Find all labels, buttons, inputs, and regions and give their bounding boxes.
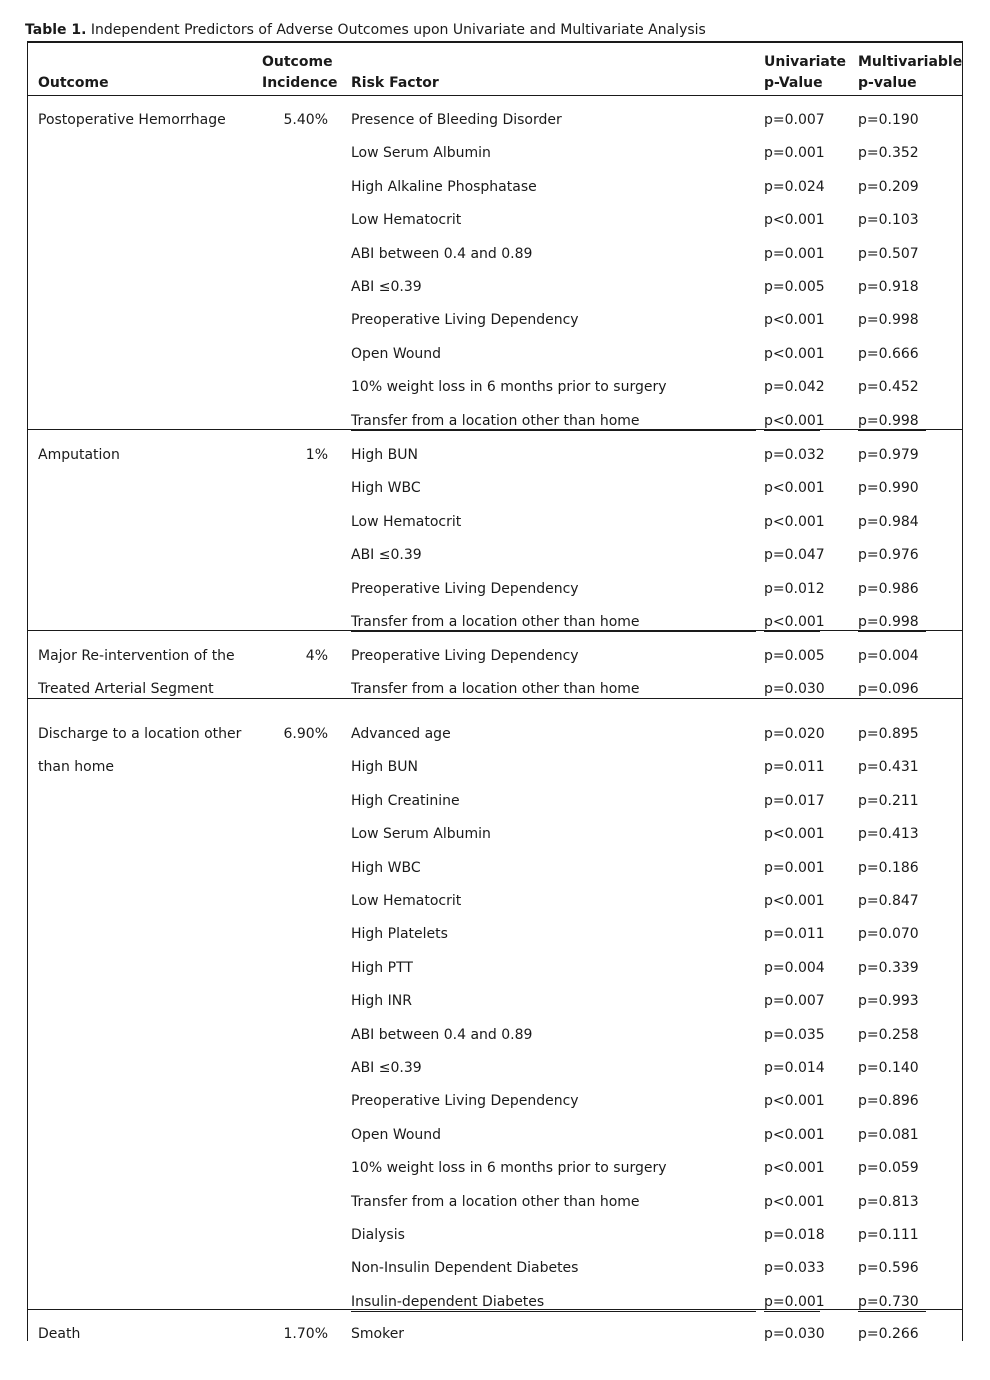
risk-factor-cell: Low Hematocrit	[351, 513, 462, 530]
outcome-incidence: 5.40%	[283, 112, 328, 128]
univariate-p-cell: p=0.005	[764, 279, 825, 295]
multivariable-p-cell: p=0.004	[858, 648, 919, 664]
multivariable-p-cell: p=0.993	[858, 993, 919, 1010]
risk-factor-cell: Dialysis	[351, 1227, 405, 1243]
risk-factor-cell: High WBC	[351, 859, 421, 876]
risk-factor-cell: Non-Insulin Dependent Diabetes	[351, 1260, 579, 1277]
header-multivariable-top: Multivariable	[858, 54, 963, 70]
univariate-p-cell: p<0.001	[764, 412, 825, 429]
univariate-p-cell: p=0.004	[764, 959, 825, 976]
risk-factor-cell: ABI between 0.4 and 0.89	[351, 245, 533, 262]
multivariable-p-cell: p=0.413	[858, 826, 919, 843]
multivariable-p-cell: p=0.258	[858, 1026, 919, 1043]
multivariable-p-cell: p=0.986	[858, 580, 919, 597]
risk-factor-cell: High Creatinine	[351, 792, 460, 809]
table-caption-label: Table 1.	[25, 22, 87, 38]
multivariable-p-cell: p=0.059	[858, 1160, 919, 1177]
univariate-p-cell: p=0.017	[764, 792, 825, 809]
header-incidence-top: Outcome	[262, 54, 333, 70]
header-outcome: Outcome	[38, 75, 109, 91]
univariate-p-cell: p=0.024	[764, 178, 825, 195]
univariate-p-cell: p=0.001	[764, 859, 825, 876]
univariate-p-cell: p=0.001	[764, 245, 825, 262]
risk-factor-cell: Low Serum Albumin	[351, 145, 491, 162]
outcome-label: Treated Arterial Segment	[38, 681, 214, 698]
multivariable-p-cell: p=0.111	[858, 1227, 919, 1243]
multivariable-p-cell: p=0.211	[858, 792, 919, 809]
risk-factor-cell: Open Wound	[351, 345, 442, 362]
multivariable-p-cell: p=0.979	[858, 447, 919, 463]
multivariable-p-cell: p=0.847	[858, 893, 919, 909]
multivariable-p-cell: p=0.339	[858, 959, 919, 976]
multivariable-p-cell: p=0.209	[858, 178, 919, 195]
univariate-p-cell: p<0.001	[764, 1193, 825, 1210]
risk-factor-cell: 10% weight loss in 6 months prior to surgery	[351, 1160, 667, 1177]
header-risk-factor: Risk Factor	[351, 75, 439, 91]
risk-factor-cell: High BUN	[351, 447, 418, 463]
risk-factor-cell: Transfer from a location other than home	[351, 681, 640, 698]
outcome-label: Death	[38, 1326, 81, 1342]
group-last-row-underline	[351, 631, 756, 632]
group-last-row-underline	[858, 631, 926, 632]
multivariable-p-cell: p=0.896	[858, 1093, 919, 1110]
risk-factor-cell: High PTT	[351, 959, 413, 976]
univariate-p-cell: p=0.047	[764, 547, 825, 564]
univariate-p-cell: p<0.001	[764, 614, 825, 630]
header-incidence-bottom: Incidence	[262, 75, 338, 91]
multivariable-p-cell: p=0.190	[858, 112, 919, 128]
multivariable-p-cell: p=0.070	[858, 926, 919, 943]
univariate-p-cell: p=0.001	[764, 1293, 825, 1310]
risk-factor-cell: High INR	[351, 993, 412, 1010]
univariate-p-cell: p<0.001	[764, 1126, 825, 1143]
risk-factor-cell: Open Wound	[351, 1126, 442, 1143]
univariate-p-cell: p<0.001	[764, 1160, 825, 1177]
risk-factor-cell: Preoperative Living Dependency	[351, 648, 579, 664]
outcome-incidence: 1.70%	[283, 1326, 328, 1342]
univariate-p-cell: p<0.001	[764, 826, 825, 843]
univariate-p-cell: p=0.005	[764, 648, 825, 664]
multivariable-p-cell: p=0.666	[858, 345, 919, 362]
group-last-row-underline	[351, 1311, 756, 1312]
group-separator	[28, 429, 962, 430]
univariate-p-cell: p=0.032	[764, 447, 825, 463]
univariate-p-cell: p=0.001	[764, 145, 825, 162]
univariate-p-cell: p<0.001	[764, 345, 825, 362]
table-caption	[25, 20, 965, 40]
univariate-p-cell: p=0.033	[764, 1260, 825, 1277]
header-univariate-top: Univariate	[764, 54, 847, 70]
risk-factor-cell: Transfer from a location other than home	[351, 412, 640, 429]
multivariable-p-cell: p=0.452	[858, 379, 919, 396]
multivariable-p-cell: p=0.266	[858, 1326, 919, 1342]
group-separator	[28, 630, 962, 631]
univariate-p-cell: p<0.001	[764, 513, 825, 530]
multivariable-p-cell: p=0.984	[858, 513, 919, 530]
multivariable-p-cell: p=0.352	[858, 145, 919, 162]
outcome-label: Discharge to a location other	[38, 726, 242, 742]
risk-factor-cell: Low Hematocrit	[351, 893, 462, 909]
univariate-p-cell: p<0.001	[764, 312, 825, 329]
multivariable-p-cell: p=0.507	[858, 245, 919, 262]
multivariable-p-cell: p=0.081	[858, 1126, 919, 1143]
group-last-row-underline	[764, 1311, 820, 1312]
group-last-row-underline	[858, 1311, 926, 1312]
univariate-p-cell: p=0.011	[764, 759, 825, 776]
outcome-label: Amputation	[38, 447, 120, 463]
univariate-p-cell: p<0.001	[764, 893, 825, 909]
risk-factor-cell: Smoker	[351, 1326, 405, 1342]
multivariable-p-cell: p=0.813	[858, 1193, 919, 1210]
multivariable-p-cell: p=0.186	[858, 859, 919, 876]
header-multivariable-bottom: p-value	[858, 75, 917, 91]
univariate-p-cell: p=0.018	[764, 1227, 825, 1243]
risk-factor-cell: Transfer from a location other than home	[351, 614, 640, 630]
risk-factor-cell: High Platelets	[351, 926, 448, 943]
header-univariate-bottom: p-Value	[764, 75, 823, 91]
univariate-p-cell: p<0.001	[764, 212, 825, 229]
group-separator	[28, 1309, 962, 1310]
outcome-label: Postoperative Hemorrhage	[38, 112, 226, 128]
univariate-p-cell: p=0.014	[764, 1060, 825, 1076]
risk-factor-cell: Low Hematocrit	[351, 212, 462, 229]
risk-factor-cell: ABI between 0.4 and 0.89	[351, 1026, 533, 1043]
multivariable-p-cell: p=0.998	[858, 412, 919, 429]
multivariable-p-cell: p=0.103	[858, 212, 919, 229]
risk-factor-cell: Preoperative Living Dependency	[351, 1093, 579, 1110]
univariate-p-cell: p=0.030	[764, 681, 825, 698]
group-separator	[28, 698, 962, 699]
univariate-p-cell: p<0.001	[764, 1093, 825, 1110]
risk-factor-cell: Preoperative Living Dependency	[351, 312, 579, 329]
multivariable-p-cell: p=0.976	[858, 547, 919, 564]
risk-factor-cell: Preoperative Living Dependency	[351, 580, 579, 597]
table-caption-text: Independent Predictors of Adverse Outcomes upon Univariate and Multivariate Analysis	[90, 22, 706, 38]
outcome-incidence: 4%	[305, 648, 328, 664]
multivariable-p-cell: p=0.730	[858, 1293, 919, 1310]
risk-factor-cell: ABI ≤0.39	[351, 547, 422, 564]
univariate-p-cell: p=0.007	[764, 112, 825, 128]
univariate-p-cell: p=0.020	[764, 726, 825, 742]
risk-factor-cell: 10% weight loss in 6 months prior to surgery	[351, 379, 667, 396]
univariate-p-cell: p=0.011	[764, 926, 825, 943]
risk-factor-cell: Transfer from a location other than home	[351, 1193, 640, 1210]
risk-factor-cell: Insulin-dependent Diabetes	[351, 1293, 545, 1310]
multivariable-p-cell: p=0.895	[858, 726, 919, 742]
univariate-p-cell: p=0.012	[764, 580, 825, 597]
outcome-incidence: 1%	[305, 447, 328, 463]
univariate-p-cell: p=0.035	[764, 1026, 825, 1043]
predictors-table	[27, 41, 963, 1341]
group-last-row-underline	[764, 631, 820, 632]
univariate-p-cell: p=0.042	[764, 379, 825, 396]
multivariable-p-cell: p=0.431	[858, 759, 919, 776]
multivariable-p-cell: p=0.596	[858, 1260, 919, 1277]
risk-factor-cell: Advanced age	[351, 726, 451, 742]
univariate-p-cell: p=0.007	[764, 993, 825, 1010]
outcome-label: Major Re-intervention of the	[38, 648, 235, 664]
risk-factor-cell: High WBC	[351, 480, 421, 497]
multivariable-p-cell: p=0.918	[858, 279, 919, 295]
multivariable-p-cell: p=0.990	[858, 480, 919, 497]
risk-factor-cell: ABI ≤0.39	[351, 1060, 422, 1076]
header-rule	[28, 95, 962, 96]
risk-factor-cell: High BUN	[351, 759, 418, 776]
multivariable-p-cell: p=0.998	[858, 312, 919, 329]
univariate-p-cell: p=0.030	[764, 1326, 825, 1342]
outcome-label: than home	[38, 759, 114, 776]
risk-factor-cell: ABI ≤0.39	[351, 279, 422, 295]
univariate-p-cell: p<0.001	[764, 480, 825, 497]
risk-factor-cell: Presence of Bleeding Disorder	[351, 112, 562, 128]
risk-factor-cell: High Alkaline Phosphatase	[351, 178, 537, 195]
outcome-incidence: 6.90%	[283, 726, 328, 742]
multivariable-p-cell: p=0.096	[858, 681, 919, 698]
risk-factor-cell: Low Serum Albumin	[351, 826, 491, 843]
multivariable-p-cell: p=0.998	[858, 614, 919, 630]
multivariable-p-cell: p=0.140	[858, 1060, 919, 1076]
